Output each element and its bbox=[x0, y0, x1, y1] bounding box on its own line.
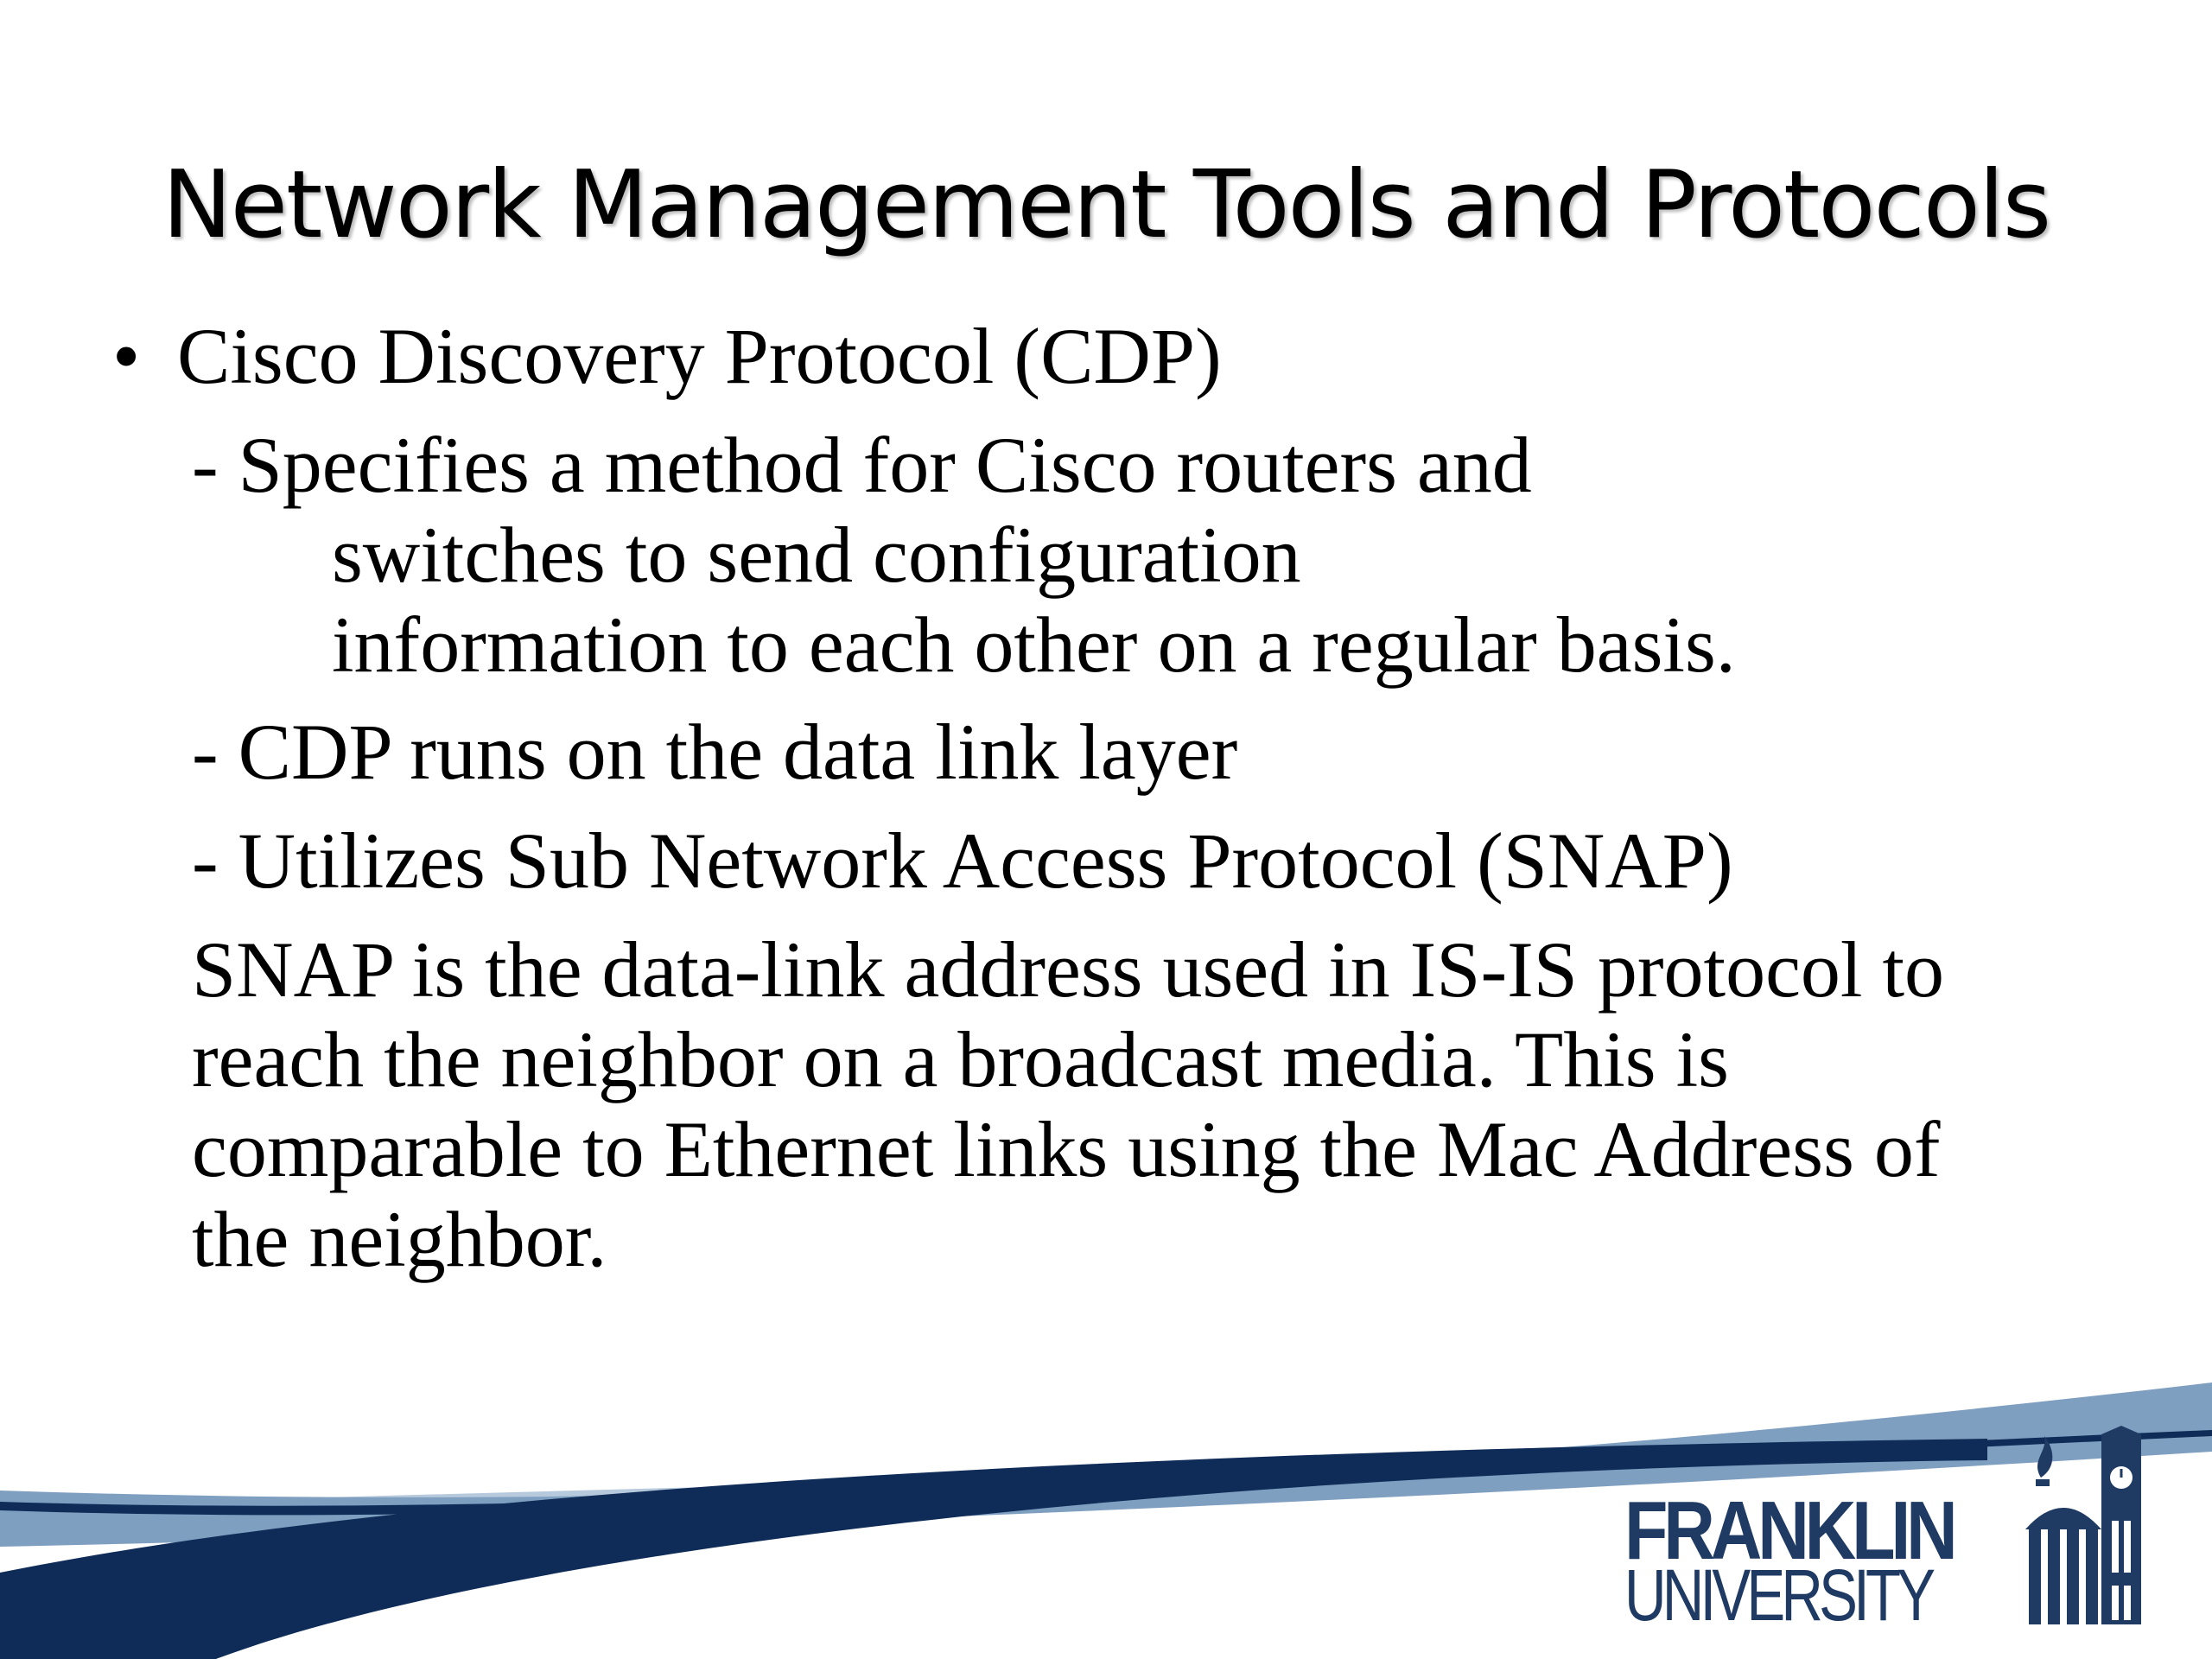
sub-item-specifies-line1: - Specifies a method for Cisco routers and bbox=[192, 421, 1532, 509]
sub-item-data-link: - CDP runs on the data link layer bbox=[192, 708, 1238, 796]
para-snap-line2: reach the neighbor on a broadcast media. This is bbox=[192, 1015, 1729, 1103]
sub-item-specifies-line3: information to each other on a regular basis. bbox=[332, 601, 1736, 689]
sub-item-snap: - Utilizes Sub Network Access Protocol (SNAP) bbox=[192, 817, 1733, 905]
bullet-cdp: Cisco Discovery Protocol (CDP) bbox=[177, 312, 1222, 400]
franklin-university-logo bbox=[1624, 1426, 2160, 1636]
para-snap-line4: the neighbor. bbox=[192, 1195, 607, 1283]
para-snap-line1: SNAP is the data-link address used in IS-IS protocol to bbox=[192, 925, 1945, 1014]
logo-university: UNIVERSITY bbox=[1624, 1554, 1932, 1636]
tower-icon bbox=[2022, 1426, 2152, 1629]
sub-item-specifies-line2: switches to send configuration bbox=[332, 511, 1301, 599]
slide-title: Network Management Tools and Protocols bbox=[162, 151, 2050, 259]
bullet-marker: • bbox=[112, 312, 141, 400]
logo-franklin: FRANKLIN bbox=[1624, 1484, 1954, 1577]
para-snap-line3: comparable to Ethernet links using the Mac Address of bbox=[192, 1105, 1941, 1193]
